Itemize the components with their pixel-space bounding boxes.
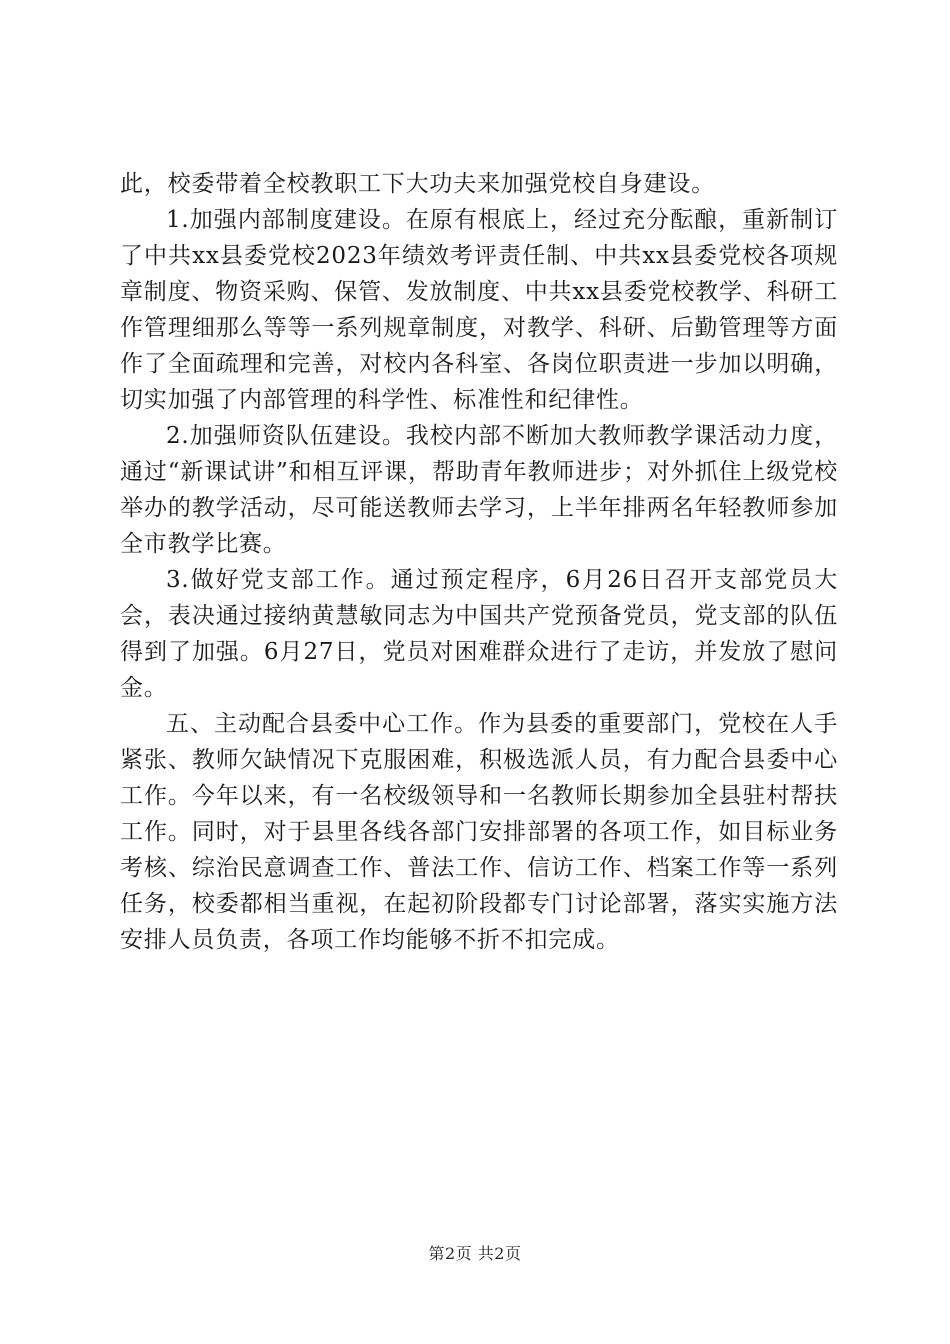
document-body	[120, 166, 838, 958]
paragraph-county-work: 五、主动配合县委中心工作。作为县委的重要部门，党校在人手紧张、教师欠缺情况下克服困难，积极选派人员，有力配合县委中心工作。今年以来，有一名校级领导和一名教师长期参加全县驻村帮扶工作。同时，对于县里各线各部门安排部署的各项工作，如目标业务考核、综治民意调查工作、普法工作、信访工作、档案工作等一系列任务，校委都相当重视，在起初阶段都专门讨论部署，落实实施方法安排人员负责，各项工作均能够不折不扣完成。	[120, 711, 838, 953]
paragraph-teacher-team: 2.加强师资队伍建设。我校内部不断加大教师教学课活动力度，通过“新课试讲”和相互评课，帮助青年教师进步；对外抓住上级党校举办的教学活动，尽可能送教师去学习，上半年排两名年轻教师参加全市教学比赛。	[120, 423, 838, 557]
page-number-footer: 第2页 共2页	[428, 1244, 522, 1263]
paragraph-internal-system: 1.加强内部制度建设。在原有根底上，经过充分酝酿，重新制订了中共xx县委党校2023年绩效考评责任制、中共xx县委党校各项规章制度、物资采购、保管、发放制度、中共xx县委党校教学、科研工作管理细那么等等一系列规章制度，对教学、科研、后勤管理等方面作了全面疏理和完善，对校内各科室、各岗位职责进一步加以明确，切实加强了内部管理的科学性、标准性和纪律性。	[120, 207, 838, 413]
paragraph-party-branch: 3.做好党支部工作。通过预定程序，6月26日召开支部党员大会，表决通过接纳黄慧敏同志为中国共产党预备党员，党支部的队伍得到了加强。6月27日，党员对困难群众进行了走访，并发放了慰问金。	[120, 567, 838, 701]
paragraph-continuation: 此，校委带着全校教职工下大功夫来加强党校自身建设。	[120, 171, 715, 197]
